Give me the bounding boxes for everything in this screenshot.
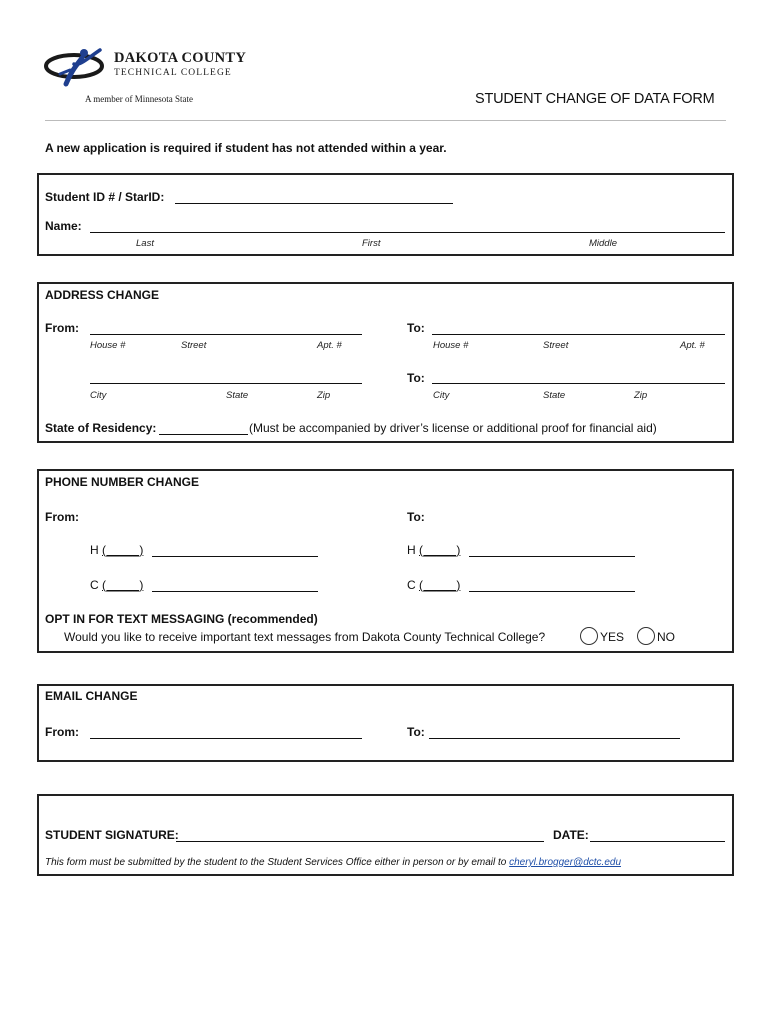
from-cell-area-code[interactable]: (_____) (102, 578, 144, 592)
submission-note (45, 857, 621, 868)
optin-no-radio[interactable] (637, 627, 655, 645)
to-home-area-code[interactable]: (_____) (419, 543, 461, 557)
from-cell-phone (90, 578, 143, 592)
home-prefix: H (90, 543, 99, 557)
residency-note: (Must be accompanied by driver’s license or additional proof for financial aid) (249, 421, 657, 435)
to-cell-area-code[interactable]: (_____) (419, 578, 461, 592)
caption-to-city: City (433, 390, 450, 401)
optin-yes-radio[interactable] (580, 627, 598, 645)
caption-from-zip: Zip (317, 390, 331, 401)
email-section-title: EMAIL CHANGE (45, 689, 138, 703)
address-section (37, 282, 734, 443)
caption-to-apt: Apt. # (680, 340, 705, 351)
optin-question: Would you like to receive important text messages from Dakota County Technical College? (64, 630, 546, 644)
optin-title: OPT IN FOR TEXT MESSAGING (recommended) (45, 612, 318, 626)
caption-to-state: State (543, 390, 566, 401)
caption-to-house: House # (433, 340, 469, 351)
to-cell-phone-field[interactable] (469, 591, 635, 592)
email-from-field[interactable] (90, 738, 362, 739)
to-home-phone-field[interactable] (469, 556, 635, 557)
date-label: DATE: (553, 828, 589, 842)
email-from-label: From: (45, 725, 79, 739)
signature-label: STUDENT SIGNATURE: (45, 828, 179, 842)
phone-section-title: PHONE NUMBER CHANGE (45, 475, 200, 489)
page-title: STUDENT CHANGE OF DATA FORM (475, 91, 715, 107)
to-cell-phone (407, 578, 460, 592)
caption-middle: Middle (589, 238, 617, 249)
address-to-street-field[interactable] (432, 334, 725, 335)
caption-from-city: City (90, 390, 107, 401)
notice-text: A new application is required if student has not attended within a year. (45, 141, 447, 155)
from-home-phone (90, 543, 143, 557)
caption-from-street: Street (181, 340, 207, 351)
caption-to-street: Street (543, 340, 569, 351)
phone-from-label: From: (45, 510, 79, 524)
email-to-field[interactable] (429, 738, 680, 739)
caption-to-zip: Zip (634, 390, 648, 401)
logo-subtitle: TECHNICAL COLLEGE (114, 68, 232, 78)
date-field[interactable] (590, 841, 725, 842)
from-home-area-code[interactable]: (_____) (102, 543, 144, 557)
home-prefix-to: H (407, 543, 416, 557)
email-section (37, 684, 734, 762)
address-to-city-field[interactable] (432, 383, 725, 384)
address-section-title: ADDRESS CHANGE (45, 288, 160, 302)
caption-from-state: State (226, 390, 249, 401)
cell-prefix: C (90, 578, 99, 592)
college-logo (44, 44, 254, 92)
name-field[interactable] (90, 232, 725, 233)
to-home-phone (407, 543, 460, 557)
submission-note-text: This form must be submitted by the student to the Student Services Office either in person or by email to (45, 857, 507, 868)
name-label: Name: (45, 219, 82, 233)
signature-field[interactable] (176, 841, 544, 842)
address-from-label: From: (45, 321, 79, 335)
from-cell-phone-field[interactable] (152, 591, 318, 592)
college-logo-icon (44, 44, 106, 88)
optin-yes-label: YES (600, 630, 625, 644)
student-id-field[interactable] (175, 203, 453, 204)
address-to-city-label: To: (407, 371, 425, 385)
phone-to-label: To: (407, 510, 425, 524)
optin-no-label: NO (657, 630, 675, 644)
caption-from-house: House # (90, 340, 126, 351)
caption-last: Last (136, 238, 154, 249)
caption-from-apt: Apt. # (317, 340, 342, 351)
member-tagline: A member of Minnesota State (85, 94, 193, 104)
student-id-label: Student ID # / StarID: (45, 190, 165, 204)
caption-first: First (362, 238, 381, 249)
email-to-label: To: (407, 725, 425, 739)
address-to-label: To: (407, 321, 425, 335)
logo-name: DAKOTA COUNTY (114, 50, 247, 66)
residency-label: State of Residency: (45, 421, 157, 435)
header-divider (45, 120, 726, 121)
cell-prefix-to: C (407, 578, 416, 592)
residency-field[interactable] (159, 434, 248, 435)
address-from-street-field[interactable] (90, 334, 362, 335)
address-from-city-field[interactable] (90, 383, 362, 384)
from-home-phone-field[interactable] (152, 556, 318, 557)
submission-email-link[interactable]: cheryl.brogger@dctc.edu (509, 857, 621, 868)
